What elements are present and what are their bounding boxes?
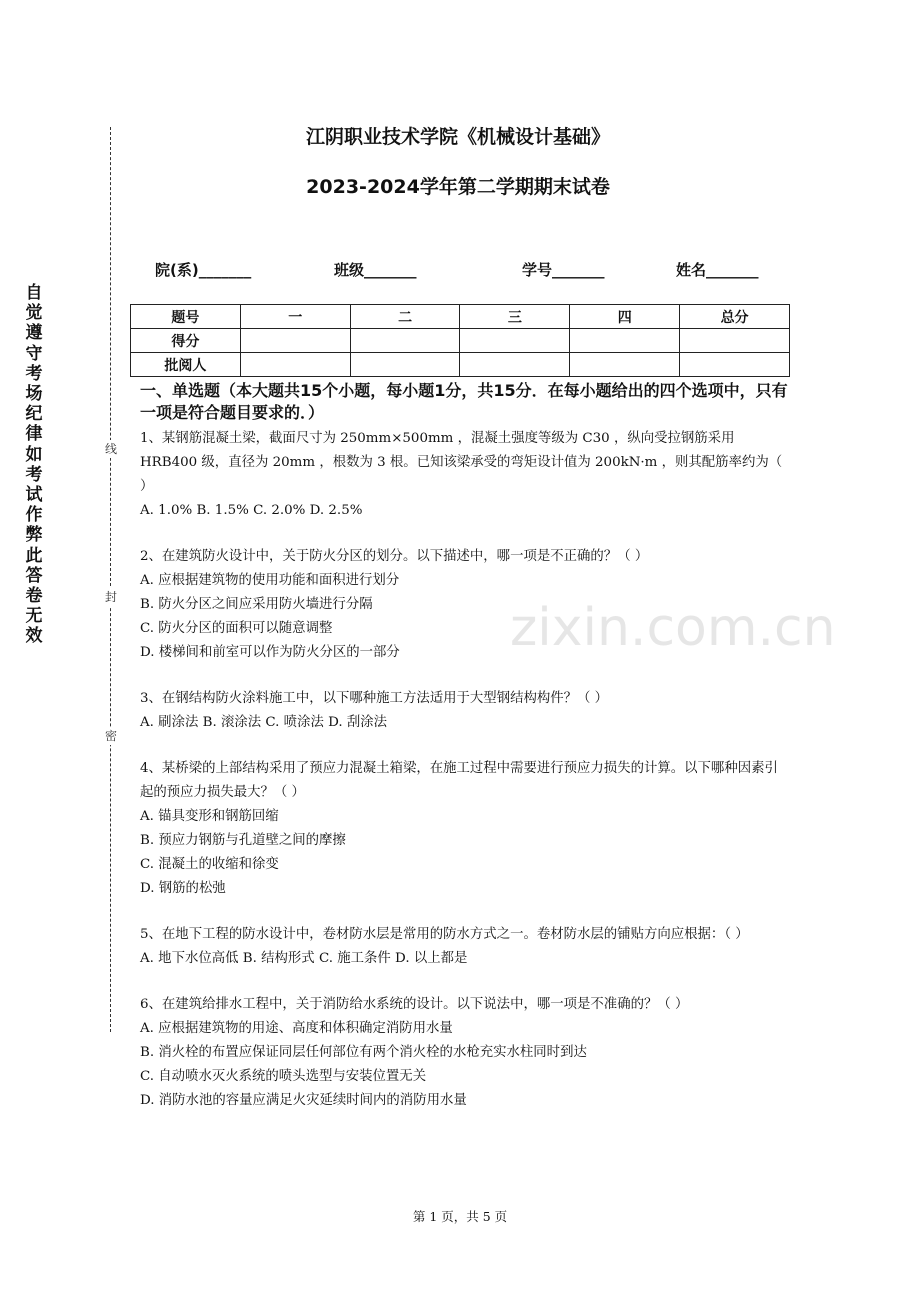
question-option-a: A. 应根据建筑物的使用功能和面积进行划分 xyxy=(140,573,400,588)
question-stem: 6、在建筑给排水工程中，关于消防给水系统的设计。以下说法中，哪一项是不准确的？（ ） xyxy=(140,997,689,1012)
score-table-header-cell: 二 xyxy=(350,305,460,329)
score-table-header-cell: 总分 xyxy=(680,305,790,329)
question-options: A. 地下水位高低 B. 结构形式 C. 施工条件 D. 以上都是 xyxy=(140,951,468,966)
score-table-row-grader xyxy=(131,353,790,377)
exam-content xyxy=(140,380,790,1135)
exam-title-course: 江阴职业技术学院《机械设计基础》 xyxy=(305,126,610,148)
question-option-b: B. 防火分区之间应采用防火墙进行分隔 xyxy=(140,597,373,612)
question-stem: 2、在建筑防火设计中，关于防火分区的划分。以下描述中，哪一项是不正确的？（ ） xyxy=(140,549,649,564)
score-table-header-cell: 一 xyxy=(240,305,350,329)
score-row-label: 得分 xyxy=(131,329,241,353)
score-cell xyxy=(570,329,680,353)
question-options: A. 1.0% B. 1.5% C. 2.0% D. 2.5% xyxy=(140,503,363,518)
grader-cell xyxy=(680,353,790,377)
question-option-b: B. 预应力钢筋与孔道壁之间的摩擦 xyxy=(140,833,346,848)
question-option-d: D. 钢筋的松弛 xyxy=(140,881,226,896)
score-table-header-cell: 题号 xyxy=(131,305,241,329)
question-option-c: C. 混凝土的收缩和徐变 xyxy=(140,857,279,872)
info-class: 班级_______ xyxy=(334,261,417,279)
score-cell xyxy=(350,329,460,353)
score-table-header-row xyxy=(131,305,790,329)
question-stem: 5、在地下工程的防水设计中，卷材防水层是常用的防水方式之一。卷材防水层的铺贴方向应根据：（ ） xyxy=(140,927,749,942)
question-5 xyxy=(140,923,790,971)
info-name: 姓名_______ xyxy=(676,261,759,279)
seal-mark-secret: 密 xyxy=(104,729,117,743)
question-option-d: D. 楼梯间和前室可以作为防火分区的一部分 xyxy=(140,645,400,660)
question-2 xyxy=(140,545,790,665)
question-stem: 3、在钢结构防火涂料施工中，以下哪种施工方法适用于大型钢结构构件？（ ） xyxy=(140,691,609,706)
question-3 xyxy=(140,687,790,735)
info-department: 院(系)_______ xyxy=(155,261,252,279)
question-6 xyxy=(140,993,790,1113)
question-stem: 4、某桥梁的上部结构采用了预应力混凝土箱梁，在施工过程中需要进行预应力损失的计算。以下哪种因素引起的预应力损失最大？（ ） xyxy=(140,761,778,800)
question-options: A. 刷涂法 B. 滚涂法 C. 喷涂法 D. 刮涂法 xyxy=(140,715,388,730)
section-heading: 一、单选题（本大题共15个小题，每小题1分，共15分．在每小题给出的四个选项中，只有一项是符合题目要求的．） xyxy=(140,381,788,422)
grader-cell xyxy=(570,353,680,377)
binding-dashed-line xyxy=(110,127,111,1032)
question-stem: 1、某钢筋混凝土梁，截面尺寸为 250mm×500mm ，混凝土强度等级为 C30 ，纵向受拉钢筋采用 HRB400 级，直径为 20mm ，根数为 3 根。已知该梁承受的弯矩设计值为 200kN·m ，则其配筋率约为（ ） xyxy=(140,431,787,494)
question-option-c: C. 防火分区的面积可以随意调整 xyxy=(140,621,333,636)
question-option-b: B. 消火栓的布置应保证同层任何部位有两个消火栓的水枪充实水柱同时到达 xyxy=(140,1045,587,1060)
info-student-id: 学号_______ xyxy=(522,261,605,279)
exam-discipline-note: 自觉遵守考场纪律如考试作弊此答卷无效 xyxy=(25,283,43,647)
score-cell xyxy=(460,329,570,353)
score-table-header-cell: 三 xyxy=(460,305,570,329)
exam-title-term: 2023-2024学年第二学期期末试卷 xyxy=(306,176,610,198)
score-cell xyxy=(680,329,790,353)
question-1 xyxy=(140,427,790,523)
question-4 xyxy=(140,757,790,901)
grader-row-label: 批阅人 xyxy=(131,353,241,377)
grader-cell xyxy=(460,353,570,377)
page-footer: 第 1 页，共 5 页 xyxy=(412,1209,508,1224)
seal-mark-line: 线 xyxy=(104,442,117,456)
score-table-row-score xyxy=(131,329,790,353)
watermark: zixin.com.cn xyxy=(510,598,836,658)
question-option-d: D. 消防水池的容量应满足火灾延续时间内的消防用水量 xyxy=(140,1093,467,1108)
grader-cell xyxy=(350,353,460,377)
question-option-a: A. 锚具变形和钢筋回缩 xyxy=(140,809,279,824)
score-table-header-cell: 四 xyxy=(570,305,680,329)
seal-mark-seal: 封 xyxy=(104,590,117,604)
grader-cell xyxy=(240,353,350,377)
question-option-c: C. 自动喷水灭火系统的喷头选型与安装位置无关 xyxy=(140,1069,427,1084)
score-table xyxy=(130,304,790,377)
question-option-a: A. 应根据建筑物的用途、高度和体积确定消防用水量 xyxy=(140,1021,453,1036)
score-cell xyxy=(240,329,350,353)
